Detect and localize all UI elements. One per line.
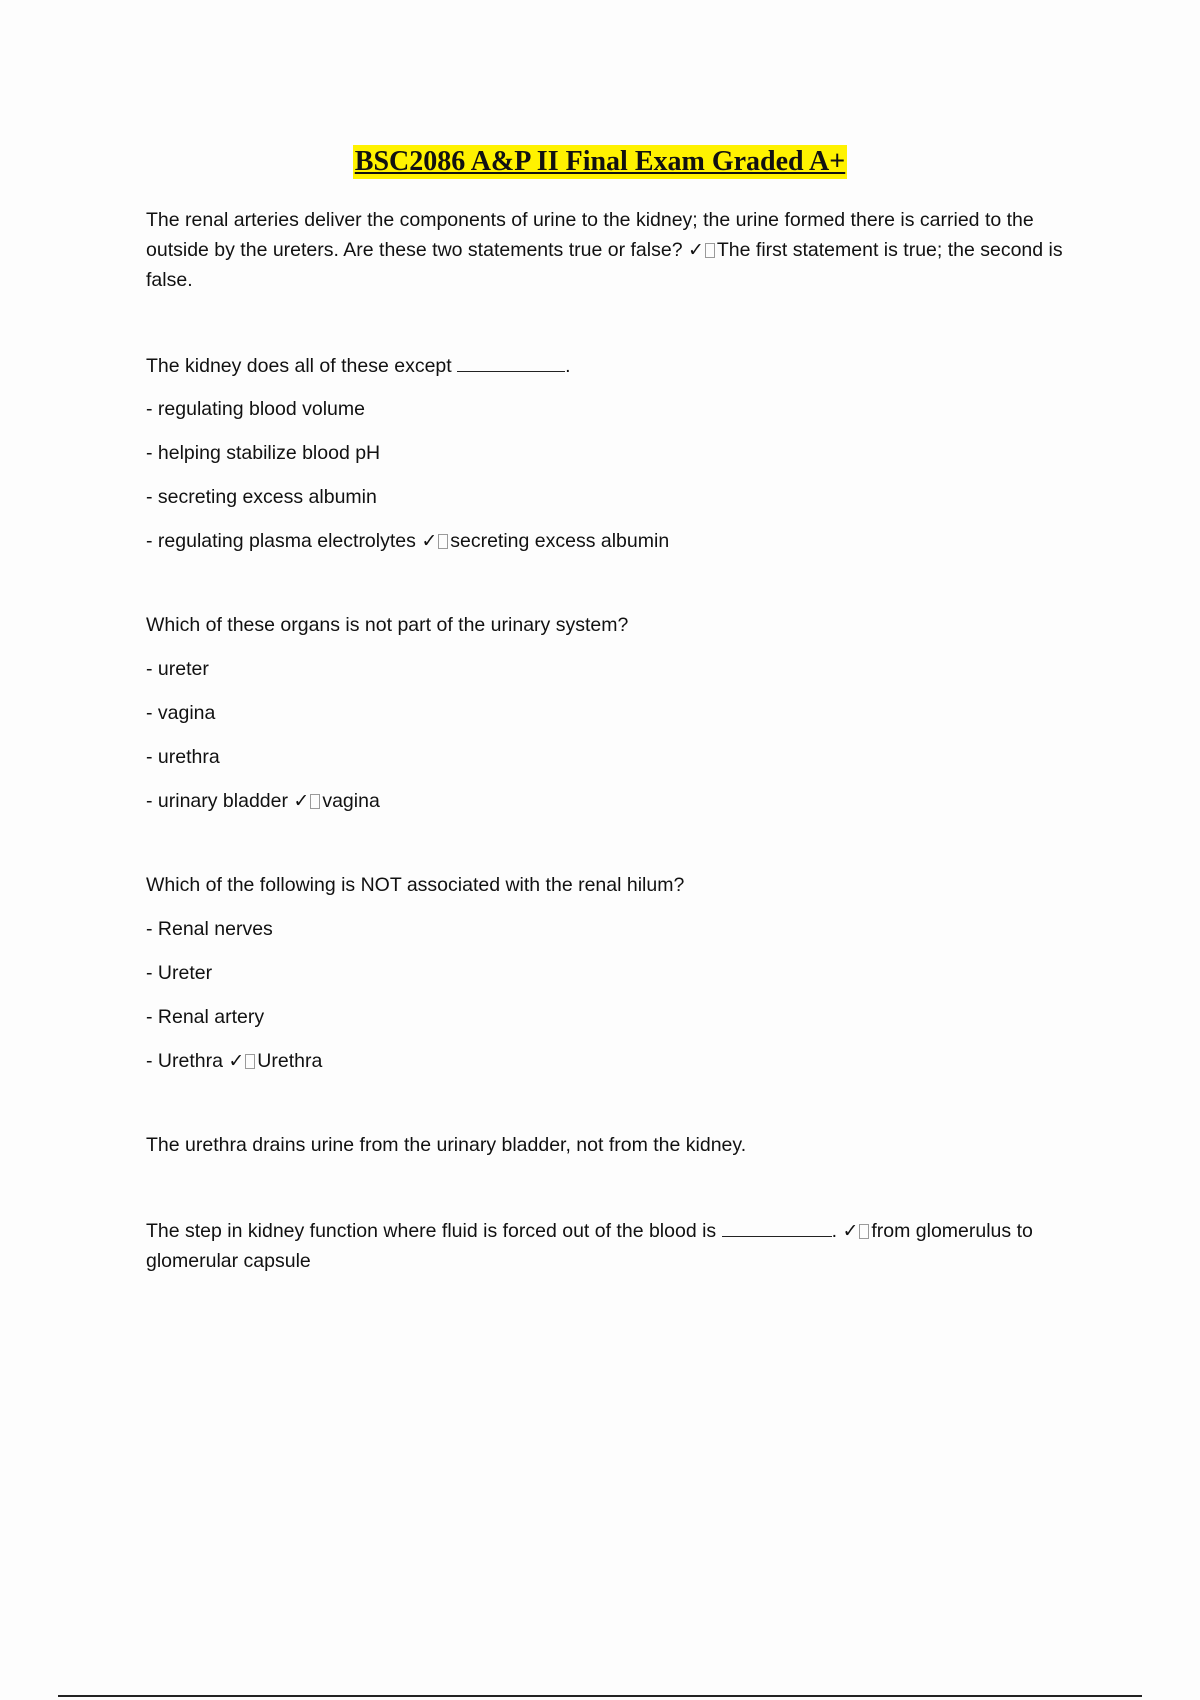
answer-blank bbox=[457, 353, 565, 372]
check-icon: ✓ bbox=[842, 1220, 859, 1242]
question-3-option-with-answer bbox=[146, 786, 1096, 816]
question-2-prompt-end: . bbox=[565, 355, 571, 377]
document-content bbox=[146, 205, 1096, 1276]
check-icon: ✓ bbox=[228, 1050, 245, 1072]
question-4-prompt: Which of the following is NOT associated with the renal hilum? bbox=[146, 874, 685, 896]
question-3-prompt: Which of these organs is not part of the urinary system? bbox=[146, 614, 629, 636]
question-4-option: - Renal nerves bbox=[146, 918, 273, 940]
checkbox-icon bbox=[310, 794, 320, 809]
check-icon: ✓ bbox=[293, 790, 310, 812]
check-icon: ✓ bbox=[421, 530, 438, 552]
question-2-answer: secreting excess albumin bbox=[450, 530, 670, 552]
question-3 bbox=[146, 610, 1096, 816]
question-5 bbox=[146, 1216, 1096, 1276]
question-2-option: - secreting excess albumin bbox=[146, 486, 377, 508]
title-container bbox=[0, 145, 1200, 179]
question-4-option-with-answer bbox=[146, 1046, 1096, 1076]
question-1-text: The renal arteries deliver the components of urine to the kidney; the urine formed there is carried to the outside by the ureters. Are these two statements true or false? bbox=[146, 209, 1034, 261]
checkbox-icon bbox=[438, 534, 448, 549]
question-3-option: - urethra bbox=[146, 746, 220, 768]
checkbox-icon bbox=[245, 1054, 255, 1069]
document-title: BSC2086 A&P II Final Exam Graded A+ bbox=[354, 146, 846, 177]
checkbox-icon bbox=[705, 243, 715, 258]
footer-divider bbox=[58, 1695, 1142, 1697]
checkbox-icon bbox=[859, 1224, 869, 1239]
question-4-option: - Urethra bbox=[146, 1050, 223, 1072]
question-3-option: - ureter bbox=[146, 658, 209, 680]
question-2-option: - regulating plasma electrolytes bbox=[146, 530, 416, 552]
question-3-answer: vagina bbox=[322, 790, 380, 812]
question-1-answer: The first statement is true; the second is false. bbox=[146, 239, 1063, 291]
question-2-prompt-text: The kidney does all of these except bbox=[146, 355, 452, 377]
question-3-option: - urinary bladder bbox=[146, 790, 288, 812]
question-5-answer: from glomerulus to glomerular capsule bbox=[146, 1220, 1033, 1272]
check-icon: ✓ bbox=[687, 239, 704, 261]
question-2 bbox=[146, 351, 1096, 556]
question-1 bbox=[146, 205, 1096, 295]
question-3-option: - vagina bbox=[146, 702, 216, 724]
note-text: The urethra drains urine from the urinary bladder, not from the kidney. bbox=[146, 1134, 747, 1156]
answer-blank bbox=[722, 1218, 832, 1237]
question-5-prompt: The step in kidney function where fluid is forced out of the blood is bbox=[146, 1220, 717, 1242]
question-2-option: - helping stabilize blood pH bbox=[146, 442, 381, 464]
question-2-prompt bbox=[146, 351, 1096, 381]
question-4 bbox=[146, 870, 1096, 1076]
question-5-prompt-end: . bbox=[831, 1220, 838, 1242]
question-4-answer: Urethra bbox=[257, 1050, 323, 1072]
question-4-option: - Renal artery bbox=[146, 1006, 265, 1028]
question-4-option: - Ureter bbox=[146, 962, 213, 984]
question-2-option: - regulating blood volume bbox=[146, 398, 365, 420]
question-2-option-with-answer bbox=[146, 526, 1096, 556]
